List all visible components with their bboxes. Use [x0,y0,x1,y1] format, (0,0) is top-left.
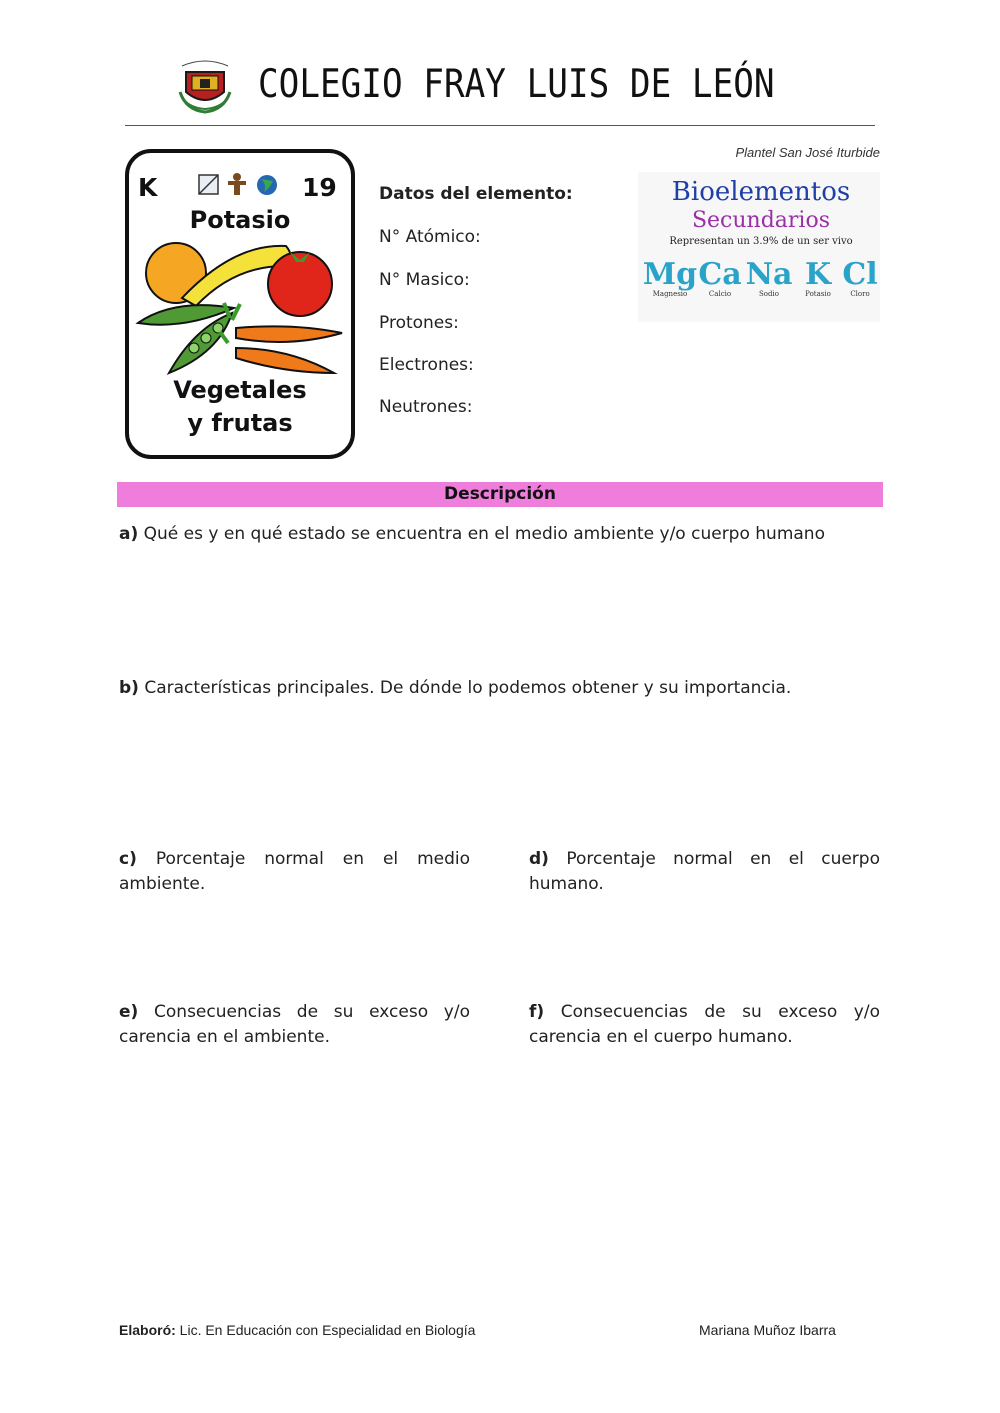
question-label: c) [119,849,137,869]
campus-name: Plantel San José Iturbide [735,145,880,160]
bio-note: Representan un 3.9% de un ser vivo [669,236,853,247]
element-atomic-number: 19 [302,173,337,202]
header-divider [125,125,875,126]
card-caption-line1: Vegetales [173,376,307,404]
bio-name-cl: Cloro [850,290,870,298]
bio-name-mg: Magnesio [652,290,688,298]
bio-symbol-cl: Cl [842,257,878,292]
question-label: f) [529,1002,545,1022]
bio-title: Bioelementos [671,177,851,207]
protons-field: Protones: [379,313,459,333]
bio-symbol-na: Na [745,257,793,292]
bio-symbol-mg: Mg [642,257,698,292]
bio-name-na: Sodio [759,290,779,298]
bio-subtitle: Secundarios [691,208,831,233]
footer-role: Lic. En Educación con Especialidad en Biología [179,1322,476,1338]
question-text: Qué es y en qué estado se encuentra en el medio ambiente y/o cuerpo humano [143,524,825,544]
neutrons-field: Neutrones: [379,397,473,417]
question-c [119,847,470,897]
question-text: Características principales. De dónde lo podemos obtener y su importancia. [144,678,792,698]
question-a [119,522,881,547]
atomic-number-field: N° Atómico: [379,227,481,247]
question-label: d) [529,849,549,869]
question-e [119,1000,470,1050]
description-heading: Descripción [444,484,556,504]
bio-name-ca: Calcio [708,290,732,298]
bio-symbol-k: K [804,257,832,292]
question-label: a) [119,524,139,544]
electrons-field: Electrones: [379,355,474,375]
question-text: Consecuencias de su exceso y/o carencia en el cuerpo humano. [529,1002,880,1047]
bioelementos-graphic [638,172,880,322]
footer-credit [119,1322,475,1338]
element-name: Potasio [189,206,291,234]
footer-author: Mariana Muñoz Ibarra [699,1322,836,1338]
element-card [124,148,356,460]
question-label: e) [119,1002,139,1022]
bio-name-k: Potasio [805,290,831,298]
element-symbol: K [138,173,158,202]
question-d [529,847,880,897]
mass-number-field: N° Masico: [379,270,470,290]
description-heading-bar [117,482,883,507]
school-crest-logo [176,52,234,114]
question-b [119,676,881,701]
footer-label: Elaboró: [119,1322,176,1338]
question-f [529,1000,880,1050]
question-text: Porcentaje normal en el medio ambiente. [119,849,471,894]
question-text: Porcentaje normal en el cuerpo humano. [529,849,880,894]
bio-symbol-ca: Ca [698,257,742,292]
school-title: COLEGIO FRAY LUIS DE LEÓN [258,62,775,107]
card-caption-line2: y frutas [187,409,293,437]
element-data-title: Datos del elemento: [379,184,573,204]
question-text: Consecuencias de su exceso y/o carencia en el ambiente. [119,1002,470,1047]
question-label: b) [119,678,139,698]
